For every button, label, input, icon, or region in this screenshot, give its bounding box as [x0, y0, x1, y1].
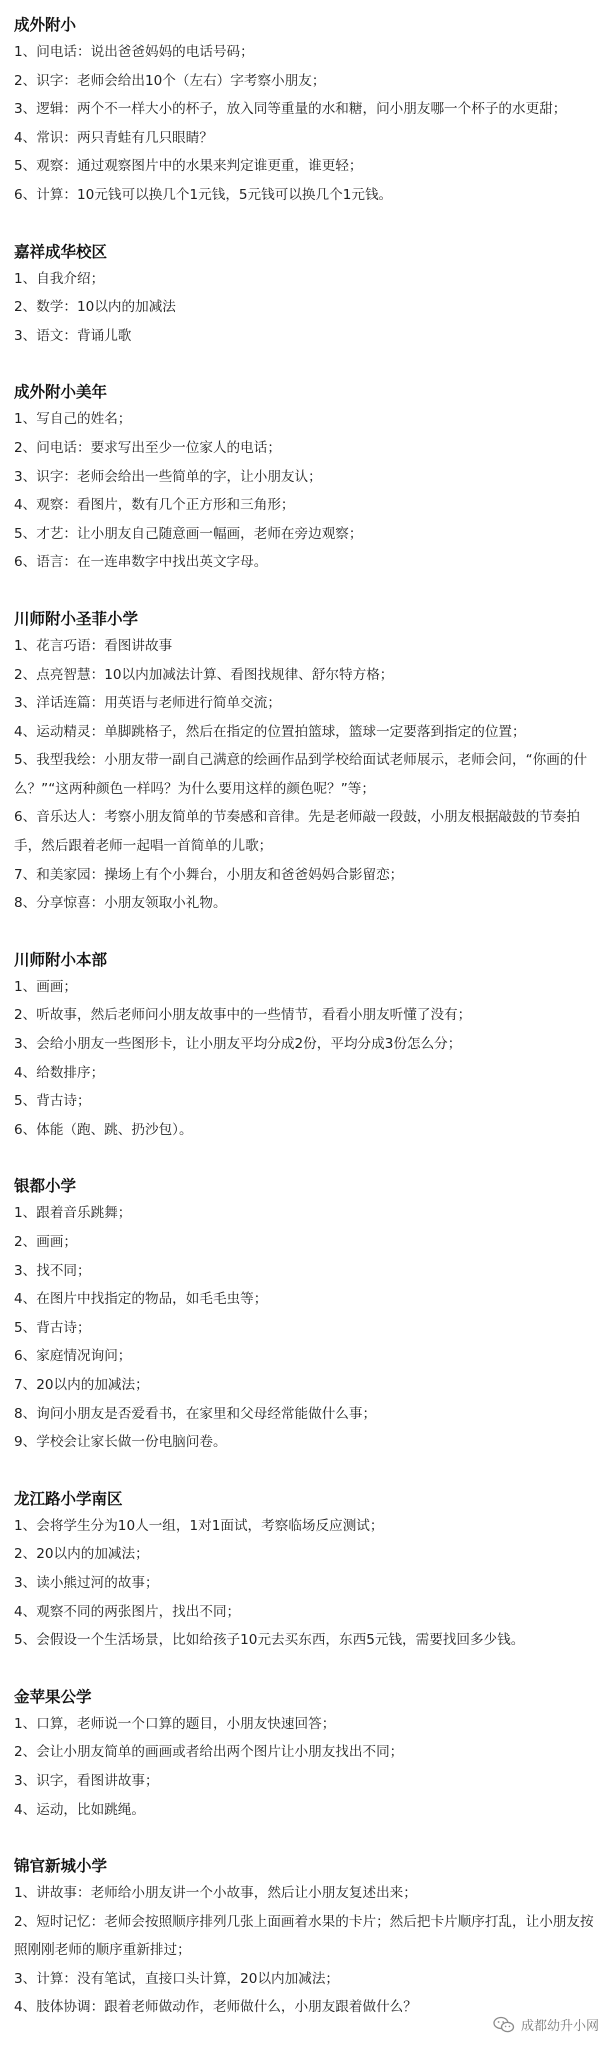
interview-item: 6、音乐达人：考察小朋友简单的节奏感和音律。先是老师敲一段鼓，小朋友根据敲鼓的节奏拍手，然后跟着老师一起唱一首简单的儿歌； — [14, 809, 580, 855]
interview-item: 2、短时记忆：老师会按照顺序排列几张上面画着水果的卡片；然后把卡片顺序打乱，让小朋友按照刚刚老师的顺序重新排过； — [14, 1913, 594, 1959]
interview-item: 6、计算：10元钱可以换几个1元钱，5元钱可以换几个1元钱。 — [14, 186, 393, 203]
section-spacer — [14, 210, 599, 239]
watermark — [493, 2015, 599, 2034]
interview-item: 3、会给小朋友一些图形卡，让小朋友平均分成2份，平均分成3份怎么分； — [14, 1036, 462, 1053]
school-title: 金苹果公学 — [14, 1687, 92, 1706]
section-spacer — [14, 1655, 599, 1684]
interview-item: 2、听故事，然后老师问小朋友故事中的一些情节，看看小朋友听懂了没有； — [14, 1007, 472, 1024]
interview-item: 1、画画； — [14, 978, 78, 995]
interview-item: 8、询问小朋友是否爱看书，在家里和父母经常能做什么事； — [14, 1405, 377, 1422]
interview-item: 1、口算，老师说一个口算的题目，小朋友快速回答； — [14, 1715, 336, 1732]
interview-item: 2、问电话：要求写出至少一位家人的电话； — [14, 439, 281, 456]
interview-item: 1、讲故事：老师给小朋友讲一个小故事，然后让小朋友复述出来； — [14, 1885, 417, 1902]
interview-item: 1、跟着音乐跳舞； — [14, 1205, 132, 1222]
interview-item: 2、识字：老师会给出10个（左右）字考察小朋友； — [14, 72, 326, 89]
interview-item: 4、在图片中找指定的物品，如毛毛虫等； — [14, 1291, 268, 1308]
interview-item: 1、写自己的姓名； — [14, 411, 132, 428]
interview-item: 4、观察不同的两张图片，找出不同； — [14, 1603, 241, 1620]
school-title: 川师附小本部 — [14, 950, 108, 969]
interview-item: 4、常识：两只青蛙有几只眼睛？ — [14, 129, 213, 146]
interview-item: 6、家庭情况询问； — [14, 1348, 132, 1365]
interview-item: 3、洋话连篇：用英语与老师进行简单交流； — [14, 695, 281, 712]
school-section — [14, 947, 599, 1174]
school-section — [14, 1173, 599, 1485]
interview-item: 3、逻辑：两个不一样大小的杯子，放入同等重量的水和糖，问小朋友哪一个杯子的水更甜； — [14, 101, 567, 118]
interview-item: 5、会假设一个生活场景，比如给孩子10元去买东西，东西5元钱，需要找回多少钱。 — [14, 1632, 525, 1649]
interview-item: 4、运动，比如跳绳。 — [14, 1801, 145, 1818]
interview-item: 5、才艺：让小朋友自己随意画一幅画，老师在旁边观察； — [14, 525, 363, 542]
interview-item: 2、数学：10以内的加减法 — [14, 299, 176, 316]
section-spacer — [14, 1144, 599, 1173]
school-section — [14, 239, 599, 380]
interview-item: 4、运动精灵：单脚跳格子，然后在指定的位置拍篮球，篮球一定要落到指定的位置； — [14, 723, 526, 740]
section-spacer — [14, 1824, 599, 1853]
section-spacer — [14, 918, 599, 947]
school-section — [14, 12, 599, 239]
interview-item: 9、学校会让家长做一份电脑问卷。 — [14, 1434, 227, 1451]
interview-item: 4、给数排序； — [14, 1064, 105, 1081]
watermark-text: 成都幼升小网 — [520, 2019, 599, 2034]
school-section — [14, 1486, 599, 1684]
school-title: 嘉祥成华校区 — [14, 242, 108, 261]
section-spacer — [14, 1457, 599, 1486]
interview-item: 1、自我介绍； — [14, 270, 105, 287]
school-title: 成外附小 — [14, 16, 77, 34]
interview-item: 2、20以内的加减法； — [14, 1546, 149, 1563]
interview-item: 4、观察：看图片，数有几个正方形和三角形； — [14, 497, 295, 514]
interview-item: 3、语文：背诵儿歌 — [14, 327, 132, 344]
section-spacer — [14, 577, 599, 606]
school-title: 银都小学 — [14, 1177, 77, 1196]
article-content — [14, 12, 599, 2022]
interview-item: 5、背古诗； — [14, 1093, 91, 1110]
school-section — [14, 606, 599, 947]
interview-item: 3、计算：没有笔试，直接口头计算，20以内加减法； — [14, 1970, 340, 1987]
interview-item: 2、画画； — [14, 1234, 78, 1250]
interview-item: 8、分享惊喜：小朋友领取小礼物。 — [14, 895, 227, 912]
interview-item: 5、我型我绘：小朋友带一副自己满意的绘画作品到学校给面试老师展示，老师会问，“你画的什么？”“这两种颜色一样吗？为什么要用这样的颜色呢？”等； — [14, 752, 588, 797]
school-title: 成外附小美年 — [14, 383, 108, 402]
interview-item: 3、找不同； — [14, 1262, 91, 1279]
interview-item: 2、点亮智慧：10以内加减法计算、看图找规律、舒尔特方格； — [14, 666, 394, 683]
school-title: 龙江路小学南区 — [14, 1489, 123, 1508]
interview-item: 3、识字：老师会给出一些简单的字，让小朋友认； — [14, 468, 322, 485]
interview-item: 6、语言：在一连串数字中找出英文字母。 — [14, 554, 268, 571]
interview-item: 5、背古诗； — [14, 1319, 91, 1336]
school-section — [14, 1853, 599, 2022]
school-section — [14, 379, 599, 606]
section-spacer — [14, 350, 599, 379]
school-title: 川师附小圣菲小学 — [14, 609, 139, 628]
interview-item: 7、20以内的加减法； — [14, 1376, 149, 1393]
interview-item: 5、观察：通过观察图片中的水果来判定谁更重，谁更轻； — [14, 158, 363, 175]
interview-item: 4、肢体协调：跟着老师做动作，老师做什么，小朋友跟着做什么？ — [14, 1999, 417, 2016]
interview-item: 1、问电话：说出爸爸妈妈的电话号码； — [14, 44, 254, 60]
interview-item: 3、识字，看图讲故事； — [14, 1772, 159, 1789]
interview-item: 6、体能（跑、跳、扔沙包）。 — [14, 1121, 193, 1138]
school-section — [14, 1684, 599, 1853]
interview-item: 2、会让小朋友简单的画画或者给出两个图片让小朋友找出不同； — [14, 1744, 404, 1761]
interview-item: 3、读小熊过河的故事； — [14, 1574, 159, 1591]
interview-item: 7、和美家园：操场上有个小舞台，小朋友和爸爸妈妈合影留恋； — [14, 866, 404, 883]
school-title: 锦官新城小学 — [14, 1857, 108, 1876]
wechat-icon — [493, 2016, 515, 2034]
interview-item: 1、花言巧语：看图讲故事 — [14, 637, 173, 654]
interview-item: 1、会将学生分为10人一组，1对1面试，考察临场反应测试； — [14, 1517, 384, 1534]
